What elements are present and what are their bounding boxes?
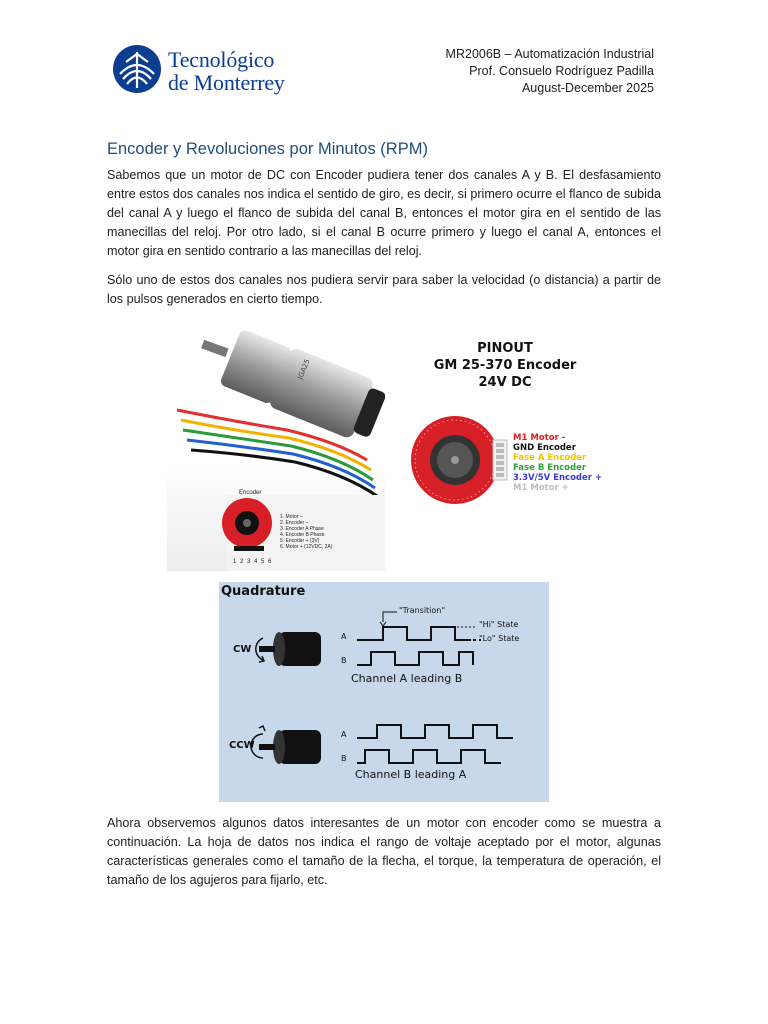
professor-name: Prof. Consuelo Rodríguez Padilla: [469, 64, 654, 78]
encoder-board-icon: [405, 408, 515, 514]
quadrature-diagram: [219, 582, 549, 802]
ccw-channel-b-label: B: [341, 754, 347, 763]
encoder-pin-5: 5. Encoder + (3V): [280, 538, 320, 544]
pinout-pin-1: M1 Motor -: [513, 433, 566, 443]
pinout-pin-4: Fase B Encoder: [513, 463, 587, 473]
institution-logo: [112, 44, 312, 100]
logo-wordmark: [168, 48, 285, 94]
pinout-pin-5: 3.3V/5V Encoder +: [513, 473, 603, 483]
lo-state-label: "Lo" State: [479, 634, 520, 643]
cw-label: CW: [233, 644, 252, 655]
encoder-pin-1: 1. Motor –: [280, 514, 303, 520]
encoder-pin-6: 6. Motor + (12VDC, 2A): [280, 544, 333, 550]
motor-drawing: [167, 330, 385, 571]
course-name: MR2006B – Automatización Industrial: [445, 47, 654, 61]
pinout-voltage: 24V DC: [478, 375, 532, 390]
encoder-title: Encoder: [239, 490, 262, 496]
encoder-pin-numbers: 1 2 3 4 5 6: [233, 559, 273, 565]
cw-channel-b-label: B: [341, 656, 347, 665]
encoder-pin-3: 3. Encoder A Phase: [280, 526, 324, 532]
document-header-info: [446, 46, 654, 97]
pinout-model: GM 25-370 Encoder: [433, 358, 577, 373]
pinout-title: PINOUT: [477, 341, 533, 356]
pinout-diagram: [405, 334, 655, 514]
encoder-pin-4: 4. Encoder B Phase: [280, 532, 325, 538]
cw-channel-a-label: A: [341, 632, 347, 641]
motor-photo: [167, 330, 385, 571]
cw-caption: Channel A leading B: [351, 672, 463, 685]
logo-line-2: de Monterrey: [168, 70, 285, 95]
paragraph-speed: Sólo uno de estos dos canales nos pudiera servir para saber la velocidad (o distancia) a partir de los pulsos generados en cierto tiempo.: [107, 273, 661, 306]
paragraph-encoder-direction: Sabemos que un motor de DC con Encoder pudiera tener dos canales A y B. El desfasamiento entre estos dos canales nos indica el sentido de giro, es decir, si primero ocurre el flanco de subida del canal A y luego el flanco de subida del canal B, entonces el motor gira en el sentido de las manecillas del reloj. Por otro lado, si el canal B ocurre primero y luego el canal A, entonces el motor gira en sentido contrario a las manecillas del reloj.: [107, 168, 661, 258]
svg-text:JGA25: JGA25: [296, 357, 312, 381]
pinout-pin-3: Fase A Encoder: [513, 453, 587, 463]
logo-line-1: Tecnológico: [168, 47, 275, 72]
cw-motor-icon: [256, 632, 321, 666]
pinout-pin-6: M1 Motor +: [513, 483, 569, 493]
section-title: Encoder y Revoluciones por Minutos (RPM): [107, 140, 428, 158]
ccw-caption: Channel B leading A: [355, 768, 467, 781]
ccw-motor-icon: [251, 726, 321, 764]
pinout-pin-2: GND Encoder: [513, 443, 576, 453]
quadrature-title: Quadrature: [221, 584, 306, 599]
paragraph-datasheet: Ahora observemos algunos datos interesantes de un motor con encoder como se muestra a continuación. La hoja de datos nos indica el rango de voltaje aceptado por el motor, algunas características generales como el tamaño de la flecha, el torque, la temperatura de operación, el tamaño de los agujeros para fijarlo, etc.: [107, 816, 661, 887]
ccw-channel-a-label: A: [341, 730, 347, 739]
transition-label: "Transition": [399, 606, 446, 615]
ccw-label: CCW: [229, 740, 255, 751]
hi-state-label: "Hi" State: [479, 620, 519, 629]
logo-emblem-icon: [112, 44, 162, 94]
encoder-pin-2: 2. Encoder –: [280, 520, 309, 526]
term: August-December 2025: [521, 81, 654, 95]
